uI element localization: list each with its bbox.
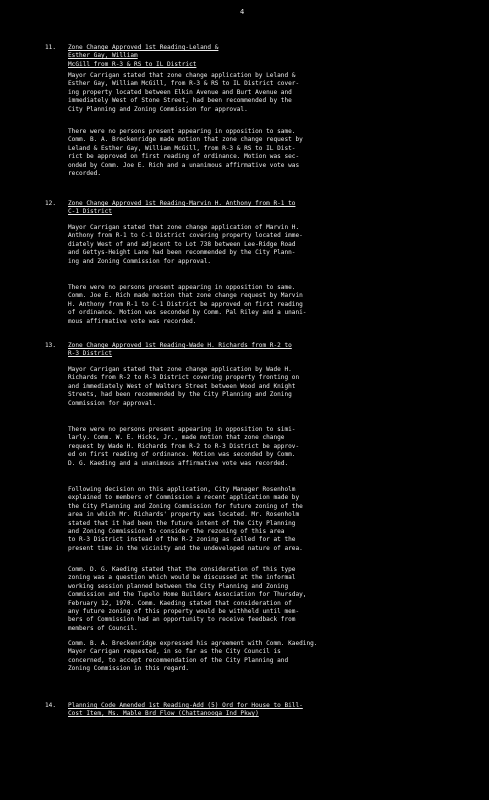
item-paragraph: Following decision on this application, City Manager Rosenholm explained to members of Commission a recent application made by the City Planning and Zoning Commission for future zoning of the area in which Mr. Richards' property was located. Mr. Rosenholm stated that it had been the future intent of the City Planning and Zoning Commission to consider the rezoning of this area to R-3 District instead of the R-2 zoning as called for at the present time in the vicinity and the undeveloped nature of area.: [68, 486, 303, 552]
item-paragraph: Mayor Carrigan stated that zone change application of Marvin H. Anthony from R-1 to C-1 District covering property located imme- diately West of and adjacent to Lot 738 between Lee-Ridge Road and Gettys-Height Lane had been recommended by the City Plann- ing and Zoning Commission for approval.: [68, 224, 303, 265]
agenda-item-14: [45, 702, 455, 719]
item-paragraph: There were no persons present appearing in opposition to same. Comm. Joe E. Rich made motion that zone change request by Marvin H. Anthony from R-1 to C-1 District be approved on first reading of ordinance. Motion was seconded by Comm. Pal Riley and a unani- mous affirmative vote was recorded.: [68, 284, 307, 325]
item-paragraph: Comm. D. G. Kaeding stated that the consideration of this type zoning was a question which would be discussed at the informal working session planned between the City Planning and Zoning Commission and the Tupelo Home Builders Association for Thursday, February 12, 1970. Comm. Kaeding stated that consideration of any future zoning of this property would be withheld until mem- bers of Commission had an opportunity to receive feedback from members of Council.: [68, 566, 307, 632]
agenda-item-13: [45, 342, 455, 359]
page-number: 4: [240, 8, 245, 16]
item-heading: Zone Change Approved 1st Reading-Leland & Esther Gay, William McGill from R-3 & RS to IL District: [68, 44, 219, 68]
item-paragraph: There were no persons present appearing in opposition to simi- larly. Comm. W. E. Hicks, Jr., made motion that zone change request by Wade H. Richards from R-2 to R-3 District be approv- ed on first reading of ordinance. Motion was seconded by Comm. D. G. Kaeding and a unanimous affirmative vote was recorded.: [68, 426, 300, 467]
item-heading: Zone Change Approved 1st Reading-Marvin H. Anthony from R-1 to C-1 District: [68, 200, 296, 216]
item-heading: Planning Code Amended 1st Reading-Add (5) Ord for House to Bill- Cost Item, Ms. Mable Brd Flow (Chattanooga Ind Pkwy): [68, 702, 303, 718]
item-number: 11.: [45, 44, 57, 51]
item-paragraph: Mayor Carrigan stated that zone change application by Wade H. Richards from R-2 to R-3 District covering property fronting on and immediately West of Walters Street between Wood and Knight Streets, had been recommended by the City Planning and Zoning Commission for approval.: [68, 366, 300, 407]
item-number: 14.: [45, 702, 57, 709]
item-heading: Zone Change Approved 1st Reading-Wade H. Richards from R-2 to R-3 District: [68, 342, 292, 358]
agenda-item-11: [45, 44, 455, 69]
item-paragraph: There were no persons present appearing in opposition to same. Comm. B. A. Breckenridge made motion that zone change request by Leland & Esther Gay, William McGill, from R-3 & RS to IL Dist- rict be approved on first reading of ordinance. Motion was sec- onded by Comm. Joe E. Rich and a unanimous affirmative vote was recorded.: [68, 128, 303, 178]
item-number: 13.: [45, 342, 57, 349]
item-number: 12.: [45, 200, 57, 207]
agenda-item-12: [45, 200, 455, 217]
item-paragraph: Mayor Carrigan stated that zone change application by Leland & Esther Gay, William McGill, from R-3 & RS to IL District cover- ing property located between Elkin Avenue and Burt Avenue and immediately West of Stone Street, had been recommended by the City Planning and Zoning Commission for approval.: [68, 72, 300, 113]
item-paragraph: Comm. B. A. Breckenridge expressed his agreement with Comm. Kaeding. Mayor Carrigan requested, in so far as the City Council is concerned, to accept recommendation of the City Planning and Zoning Commission in this regard.: [68, 640, 318, 673]
